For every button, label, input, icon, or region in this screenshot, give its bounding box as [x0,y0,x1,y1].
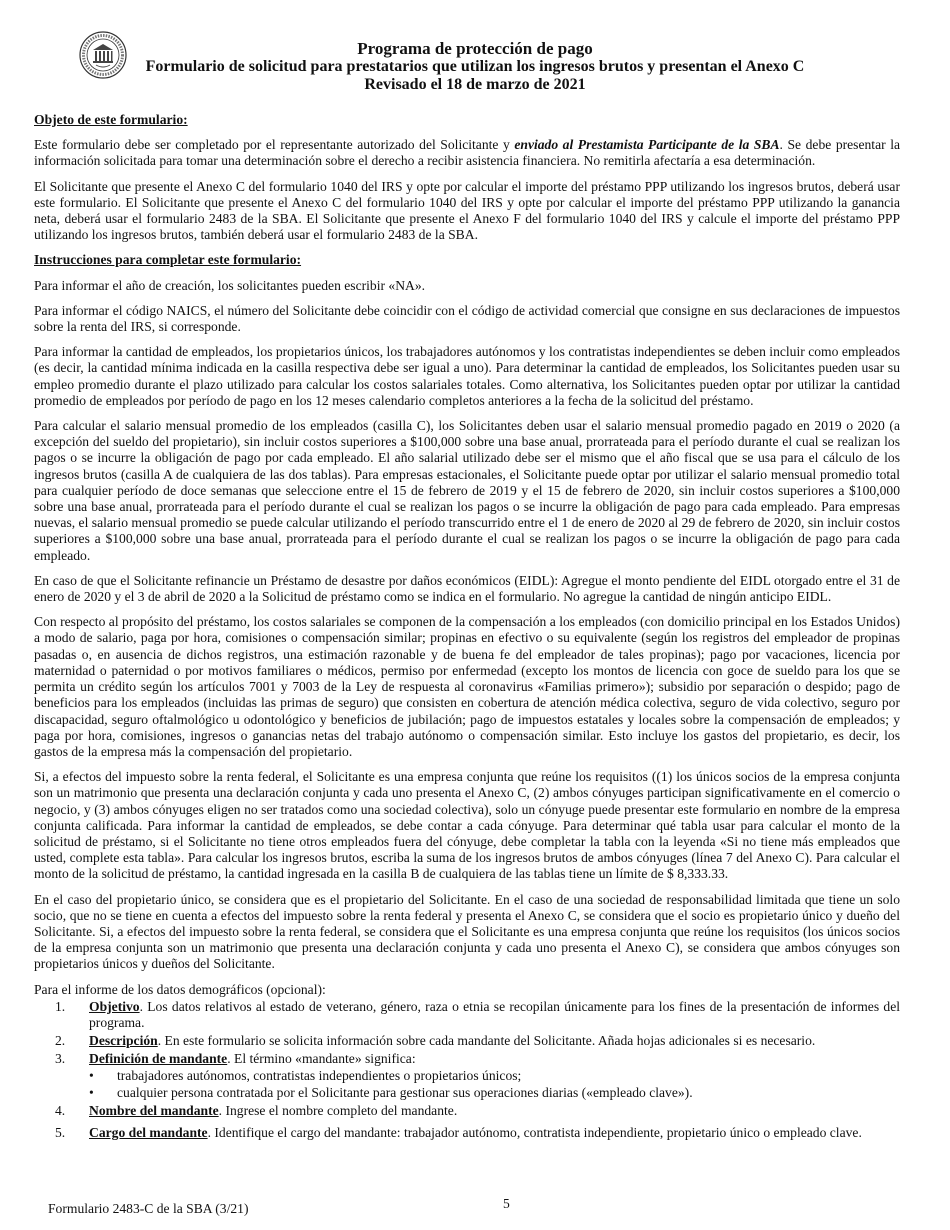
owner-paragraph: En el caso del propietario único, se considera que es el propietario del Solicitante. En el caso de una sociedad de responsabilidad limitada que tiene un solo socio, que no se tiene en cuenta a efectos del impuesto sobre la renta federal y presenta el Anexo C, se considera que el socio es propietario único y dueño del Solicitante. Si, a efectos del impuesto sobre la renta federal, se considera que el Solicitante es una empresa conjunta que reúne los requisitos (los únicos socios de la empresa conjunta son un matrimonio que presenta una declaración conjunta y cada uno presenta el Anexo C), se considera que ambos cónyuges son propietarios únicos y dueños del Solicitante. [34,891,900,972]
purpose-text-emphasis: enviado al Prestamista Participante de la SBA [514,137,780,153]
sublist-item [89,1068,900,1084]
joint-venture-paragraph: Si, a efectos del impuesto sobre la renta federal, el Solicitante es una empresa conjunta que reúne los requisitos ((1) los únicos socios de la empresa conjunta son un matrimonio que presenta una declaración conjunta y cada uno presenta el Anexo C, (2) ambos cónyuges participan significativamente en el comercio o negocio, y (3) ambos cónyuges eligen no ser tratados como una sociedad colectiva), solo un cónyuge puede presentar este formulario en nombre de la empresa conjunta calificada. Para informar la cantidad de empleados, se debe contar a cada cónyuge. Para determinar qué tabla usar para calcular el monto de la solicitud de préstamo, si el Solicitante no tiene otros empleados fuera del cónyuge, debe completar la tabla con la leyenda «Si no tiene más empleados que usted, complete esta tabla». Para calcular los ingresos brutos, escriba la suma de los ingresos brutos de ambos cónyuges (línea 7 del Anexo C). Para calcular el monto de la solicitud de préstamo, la cantidad ingresada en la casilla B de cualquiera de las tablas tiene un límite de $ 8,333.33. [34,769,900,882]
list-text: . Ingrese el nombre completo del mandante. [218,1102,458,1118]
sublist-text: trabajadores autónomos, contratistas independientes o propietarios únicos; [117,1067,522,1083]
purpose-text-a: Este formulario debe ser completado por el representante autorizado del Solicitante y [34,137,515,153]
demographics-list [34,999,900,1142]
list-number: 5. [55,1125,66,1141]
list-text: . Los datos relativos al estado de veterano, género, raza o etnia se recopilan únicamente para los fines de la presentación de informes del programa. [89,998,900,1030]
list-number: 4. [55,1102,66,1118]
employees-paragraph: Para informar la cantidad de empleados, los propietarios únicos, los trabajadores autónomos y los contratistas independientes se deben incluir como empleados (es decir, la cantidad mínima indicada en la casilla respectiva debe ser igual a uno). Para determinar la cantidad de empleados, los Solicitantes pueden usar su empleo promedio durante el plazo utilizado para calcular los costos salariales totales. Como alternativa, los Solicitantes pueden optar por utilizar la cantidad promedio de empleados por período de pago en los 12 meses calendario completos anteriores a la fecha de la solicitud del préstamo. [34,344,900,408]
list-number: 3. [55,1051,66,1067]
form-subtitle: Formulario de solicitud para prestatarios que utilizan los ingresos brutos y presentan el Anexo C [145,58,805,75]
instructions-heading: Instrucciones para completar este formulario: [34,252,302,268]
list-item [34,1125,900,1141]
list-number: 1. [55,998,66,1014]
list-item [34,1051,900,1101]
year-paragraph: Para informar el año de creación, los solicitantes pueden escribir «NA». [34,277,426,293]
list-text: . Identifique el cargo del mandante: trabajador autónomo, contratista independiente, propietario único o empleado clave. [207,1125,862,1141]
list-text: . En este formulario se solicita información sobre cada mandante del Solicitante. Añada hojas adicionales si es necesario. [157,1033,816,1049]
naics-paragraph: Para informar el código NAICS, el número del Solicitante debe coincidir con el código de actividad comercial que consigne en sus declaraciones de impuestos sobre la renta del IRS, si corresponde. [34,302,900,335]
list-term: Descripción [89,1033,158,1049]
list-term: Cargo del mandante [89,1125,208,1141]
list-term: Objetivo [89,998,140,1014]
revision-date: Revisado el 18 de marzo de 2021 [364,76,586,93]
list-item [34,1033,900,1049]
form-usage-paragraph: El Solicitante que presente el Anexo C del formulario 1040 del IRS y opte por calcular el importe del préstamo PPP utilizando los ingresos brutos, deberá usar este formulario. El Solicitante que presente el Anexo C del formulario 1040 del IRS y opte por calcular el importe del préstamo PPP utilizando la ganancia neta, deberá usar el formulario 2483 de la SBA. El Solicitante que presente el Anexo F del formulario 1040 del IRS y calcule el importe del préstamo PPP utilizando los ingresos brutos, también deberá usar el formulario 2483 de la SBA. [34,178,900,243]
list-item [34,999,900,1031]
page-number: 5 [503,1196,510,1211]
form-identifier: Formulario 2483-C de la SBA (3/21) [48,1201,249,1216]
mandante-sublist [89,1068,900,1101]
list-term: Definición de mandante [89,1051,228,1067]
payroll-paragraph: Para calcular el salario mensual promedio de los empleados (casilla C), los Solicitantes deben usar el salario mensual promedio pagado en 2019 o 2020 (a excepción del sueldo del propietario), sin incluir costos superiores a $100,000 sobre una base anual, prorrateada para el período durante el cual se realizan los pagos o se incurre la obligación de pago por cada empleado. El año salarial utilizado debe ser el mismo que el año fiscal que se usa para el cálculo de los ingresos brutos (casilla A de cualquiera de las dos tablas). Para empresas estacionales, el Solicitante puede optar por utilizar el salario mensual promedio total para cualquier período de doce semanas que seleccione entre el 15 de febrero de 2019 y el 15 de febrero de 2020, sin incluir costos superiores a $100,000 sobre una base anual, prorrateada para el período durante el cual se realizan los pagos o se incurre la obligación de pago para cada empleado. Para empresas nuevas, el salario mensual promedio se puede calcular utilizando el período transcurrido entre el 1 de enero de 2020 al 29 de febrero de 2020, sin incluir costos superiores a $100,000 sobre una base anual, prorrateada para el período durante el cual se realizan los pagos o se incurre la obligación de pago para cada empleado. [34,418,900,563]
eidl-paragraph: En caso de que el Solicitante refinancie un Préstamo de desastre por daños económicos (EIDL): Agregue el monto pendiente del EIDL otorgado entre el 31 de enero de 2020 y el 3 de abril de 2020 a la Solicitud de préstamo como se indica en el formulario. No agregue la cantidad de ningún anticipo EIDL. [34,572,900,605]
form-body [34,112,900,1143]
demographics-intro: Para el informe de los datos demográficos (opcional): [34,981,326,997]
sba-seal-icon [78,30,128,80]
form-title: Programa de protección de pago [357,39,593,58]
purpose-heading: Objeto de este formulario: [34,112,188,127]
bullet-icon: • [89,1067,94,1083]
purpose-paragraph [34,137,900,169]
list-text: . El término «mandante» significa: [227,1051,416,1067]
purpose-text-c: . Se debe presentar la información solicitada para tomar una determinación sobre el derecho a recibir asistencia financiera. No remitirla afectaría a esa determinación. [34,137,901,169]
sublist-item [89,1085,900,1101]
list-term: Nombre del mandante [89,1102,219,1118]
sublist-text: cualquier persona contratada por el Solicitante para gestionar sus operaciones diarias («empleado clave»). [117,1084,693,1100]
list-item [34,1103,900,1119]
list-number: 2. [55,1033,66,1049]
payroll-costs-paragraph: Con respecto al propósito del préstamo, los costos salariales se componen de la compensación a los empleados (con domicilio principal en los Estados Unidos) a modo de salario, paga por hora, comisiones o compensación similar; propinas en efectivo o su equivalente (según los registros del empleador de propinas pasadas o, en ausencia de dichos registros, una estimación razonable y de buena fe del empleador de tales propinas); pago por vacaciones, licencia por maternidad o paternidad o por motivos familiares o médicos, permiso por enfermedad (excepto los montos de licencia con goce de sueldo para los que se permita un crédito según los artículos 7001 y 7003 de la Ley de respuesta al coronavirus «Familias primero»); subsidio por separación o despido; pago de beneficios para los empleados (incluidas las primas de seguro) que consisten en cobertura de atención médica colectiva, seguro de vida colectivo, seguro por discapacidad, seguro oftalmológico u odontológico y beneficios de jubilación; pago de impuestos estatales y locales sobre la compensación de empleados; y paga por hora, comisiones, ingresos o ganancias netas del trabajo autónomo o compensación similar. Esto incluye los gastos del propietario, es decir, los gastos de la empresa más la compensación del propietario. [34,614,900,759]
bullet-icon: • [89,1084,94,1100]
form-header [130,40,820,94]
